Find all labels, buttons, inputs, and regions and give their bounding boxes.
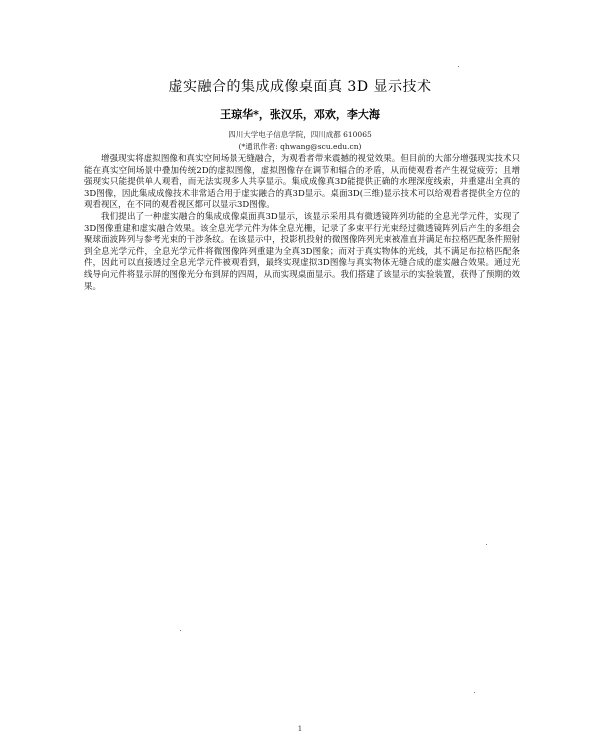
corresponding-author: (*通讯作者: qhwang@scu.edu.cn) [238,142,362,151]
scan-speck [458,66,459,67]
abstract-paragraph-1: 增强现实将虚拟图像和真实空间场景无缝融合，为观看者带来震撼的视觉效果。但目前的大部分增强现实技术只能在真实空间场景中叠加传统2D的虚拟图像，虚拟图像存在调节和辐合的矛盾，从而使观看者产生视觉疲劳；且增强现实只能提供单人观看，而无法实现多人共享显示。集成成像真3D能提供正确的水理深度线索，并重建出全真的3D图像，因此集成成像技术非常适合用于虚实融合的真3D显示。桌面3D(三维)显示技术可以给观看者提供全方位的观看视区，在不同的观看视区都可以显示3D图像。 [84,154,520,211]
affiliation: 四川大学电子信息学院，四川成都 610065 [228,130,372,139]
scan-speck [474,692,475,693]
paper-title: 虚实融合的集成成像桌面真 3D 显示技术 [168,79,432,95]
scan-speck [180,630,181,631]
abstract-paragraph-2: 我们提出了一种虚实融合的集成成像桌面真3D显示，该显示采用具有微透镜阵列功能的全息光学元件，实现了3D图像重建和虚实融合效果。该全息光学元件为体全息光栅，记录了多束平行光束经过微透镜阵列后产生的多组会聚球面波阵列与参考光束的干涉条纹。在该显示中，投影机投射的微图像阵列光束被准直并满足布拉格匹配条件照射到全息光学元件，全息光学元件将微图像阵列重建为全真3D图象；而对于真实物体的光线，其不满足布拉格匹配条件，因此可以直接透过全息光学元件被观看到，最终实现虚拟3D图像与真实物体无缝合成的虚实融合效果。通过光线导向元件将显示屏的图像光分布到屏的四周，从而实现桌面显示。我们搭建了该显示的实验装置，获得了预期的效果。 [84,211,520,292]
page-number: 1 [297,725,303,733]
abstract [84,154,520,293]
author-list: 王琼华*，张汉乐，邓欢，李大海 [220,108,380,121]
scan-speck [486,544,487,545]
